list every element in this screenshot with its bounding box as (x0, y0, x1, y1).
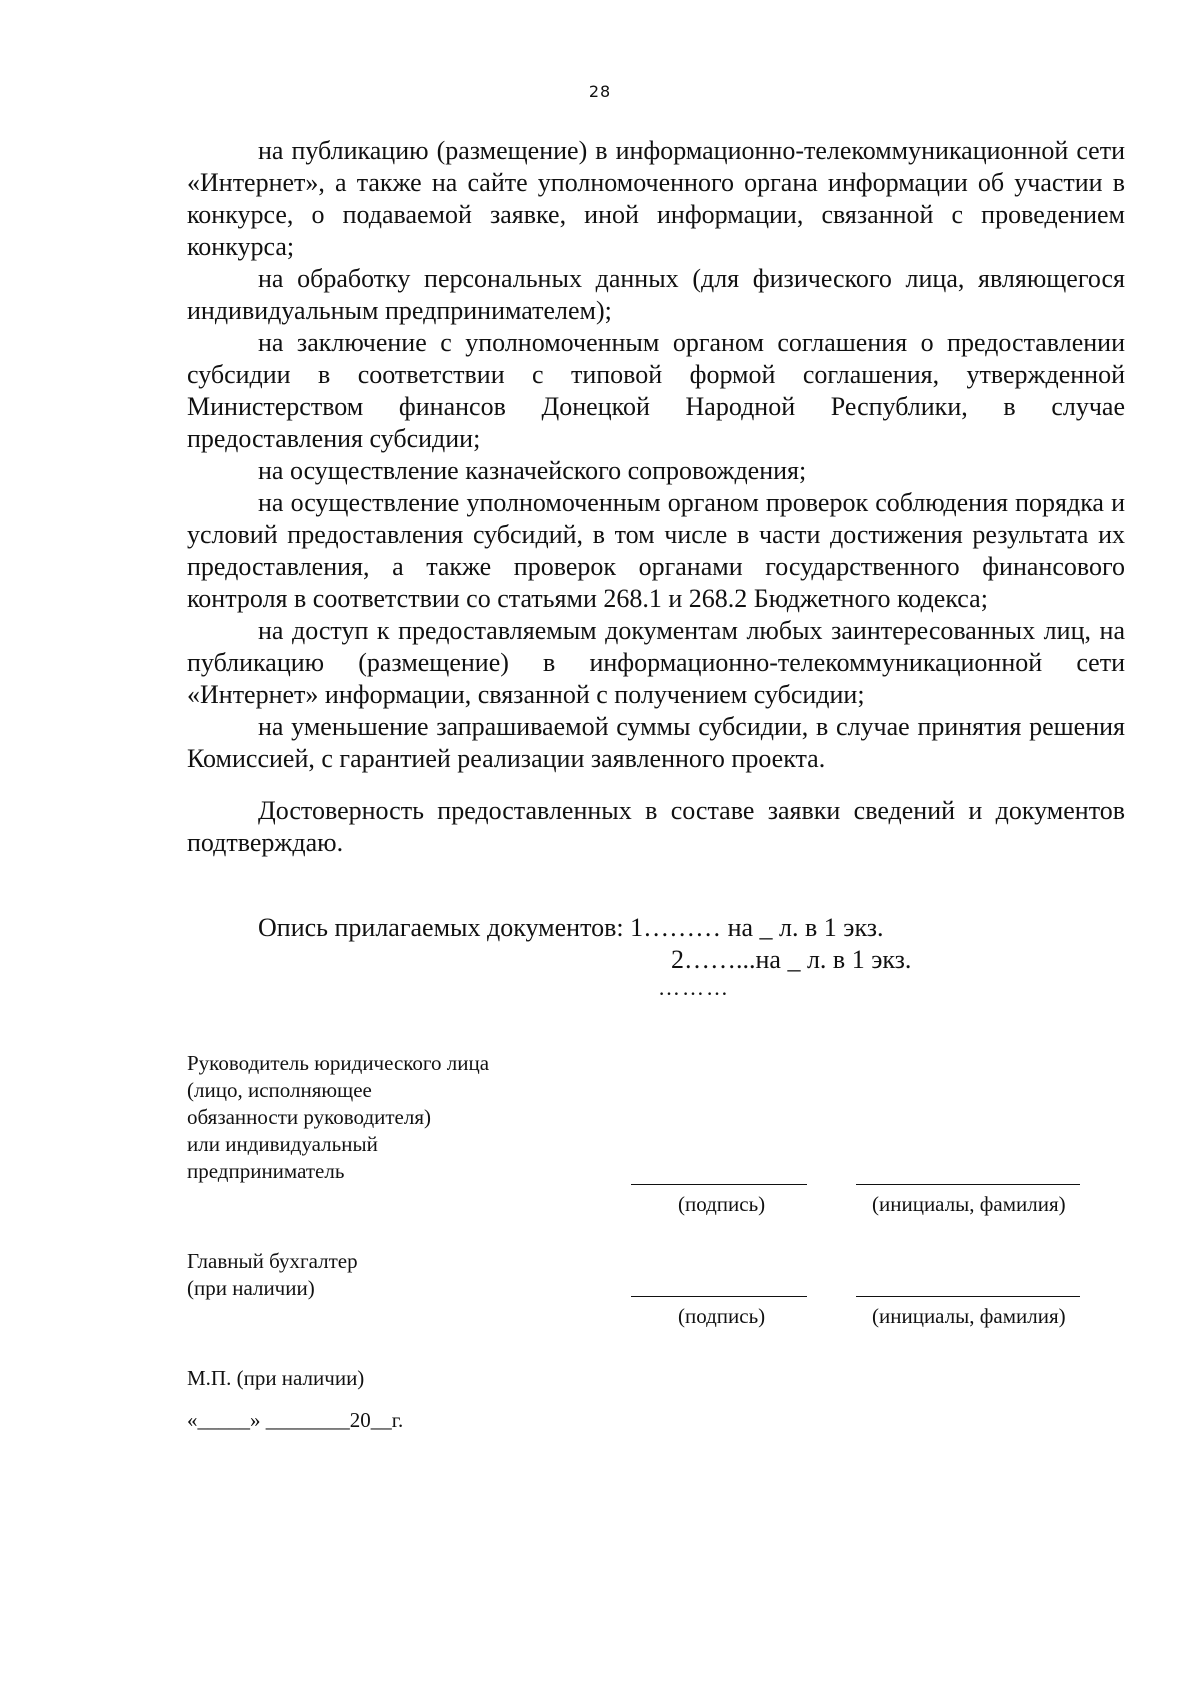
name-caption: (инициалы, фамилия) (872, 1192, 1066, 1216)
head-label-line: Руководитель юридического лица (187, 1051, 490, 1075)
name-caption: (инициалы, фамилия) (872, 1304, 1066, 1328)
head-label-line: обязанности руководителя) (187, 1105, 432, 1129)
paragraph: на обработку персональных данных (для физического лица, являющегося индивидуальным предпринимателем); (187, 264, 1125, 325)
certification-paragraph: Достоверность предоставленных в составе заявки сведений и документов подтверждаю. (187, 796, 1125, 857)
accountant-name-line (856, 1296, 1080, 1297)
head-signature-line (631, 1184, 807, 1185)
paragraph: на доступ к предоставляемым документам любых заинтересованных лиц, на публикацию (размещение) в информационно-телекоммуникационной сети «Интернет» информации, связанной с получением субсидии; (187, 616, 1125, 709)
paragraph: на осуществление уполномоченным органом проверок соблюдения порядка и условий предоставления субсидий, в том числе в части достижения результата их предоставления, а также проверок органами государственного финансового контроля в соответствии со статьями 268.1 и 268.2 Бюджетного кодекса; (187, 488, 1125, 613)
signature-caption: (подпись) (678, 1192, 766, 1216)
signature-caption: (подпись) (678, 1304, 766, 1328)
paragraph: на публикацию (размещение) в информационно-телекоммуникационной сети «Интернет», а также на сайте уполномоченного органа информации об участии в конкурсе, о подаваемой заявке, иной информации, связанной с проведением конкурса; (187, 136, 1125, 261)
page-number: 28 (588, 82, 612, 101)
accountant-label-line: Главный бухгалтер (187, 1249, 358, 1273)
head-label-line: предприниматель (187, 1159, 345, 1183)
inventory-line-2: 2……...на _ л. в 1 экз. (671, 945, 912, 974)
paragraph: на осуществление казначейского сопровождения; (258, 456, 807, 485)
head-name-line (856, 1184, 1080, 1185)
date-field: «_____» ________20__г. (187, 1408, 404, 1432)
head-label-line: или индивидуальный (187, 1132, 378, 1156)
inventory-line-1: Опись прилагаемых документов: 1……… на _ л. в 1 экз. (258, 913, 884, 942)
accountant-signature-line (631, 1296, 807, 1297)
paragraph: на уменьшение запрашиваемой суммы субсидии, в случае принятия решения Комиссией, с гарантией реализации заявленного проекта. (187, 712, 1125, 773)
paragraph: на заключение с уполномоченным органом соглашения о предоставлении субсидии в соответствии с типовой формой соглашения, утвержденной Министерством финансов Донецкой Народной Республики, в случае предоставления субсидии; (187, 328, 1125, 453)
stamp-label: М.П. (при наличии) (187, 1366, 365, 1390)
head-label-line: (лицо, исполняющее (187, 1078, 372, 1102)
body-text (187, 135, 1125, 859)
inventory-ellipsis: ……… (658, 975, 730, 1000)
accountant-label-line: (при наличии) (187, 1276, 315, 1300)
